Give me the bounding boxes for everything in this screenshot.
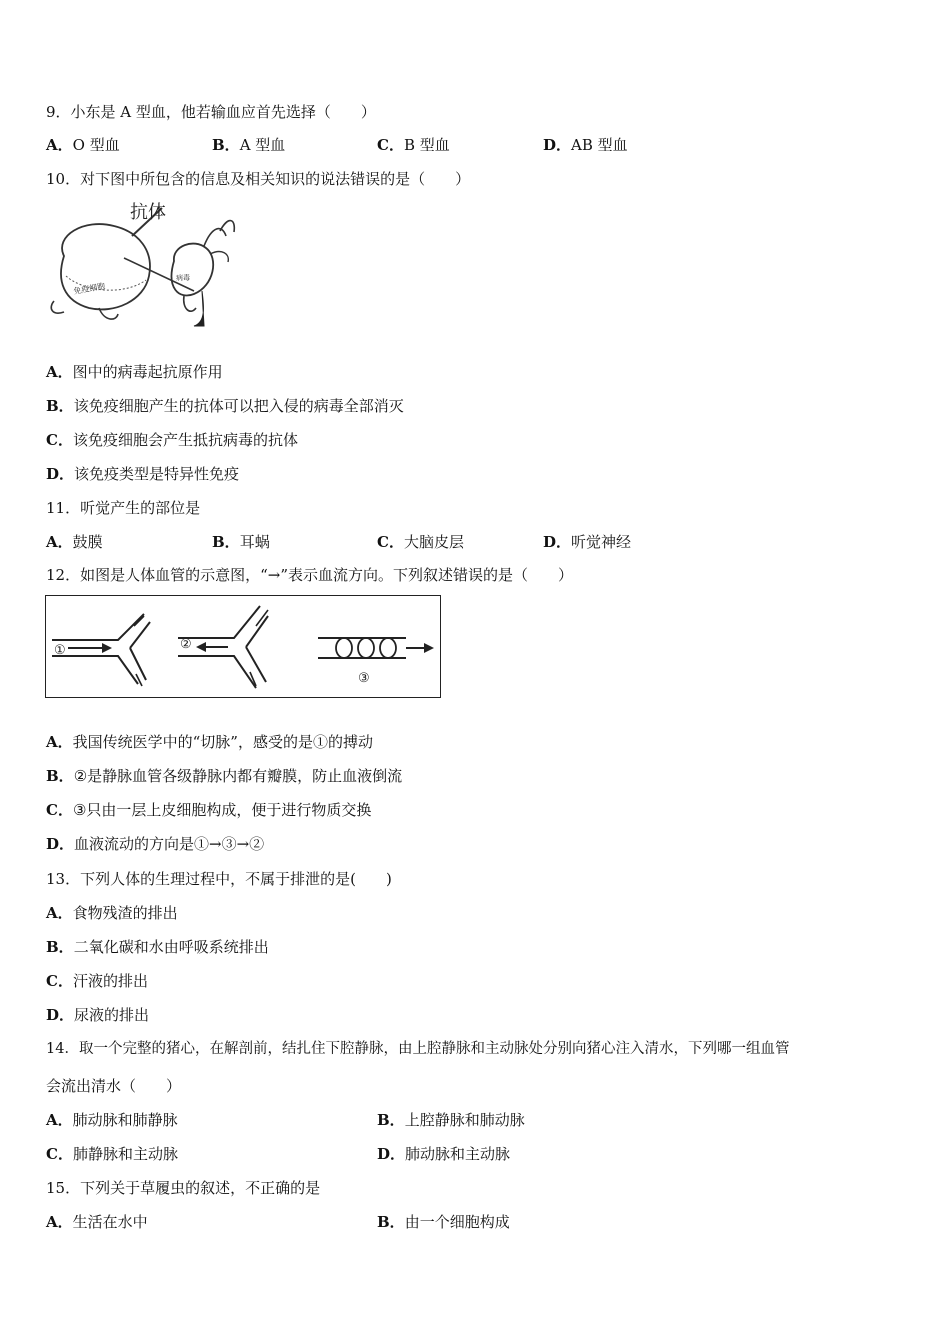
q11-option-c[interactable]: C．大脑皮层 (377, 533, 464, 551)
q15-option-a[interactable]: A．生活在水中 (46, 1213, 148, 1231)
q9-stem: 9．小东是 A 型血，他若输血应首先选择（ ） (46, 103, 376, 121)
q14-option-b[interactable]: B．上腔静脉和肺动脉 (377, 1111, 525, 1129)
q14-stem-line2: 会流出清水（ ） (46, 1077, 182, 1095)
immune-cell-shape (61, 224, 150, 309)
q11-stem: 11．听觉产生的部位是 (46, 499, 201, 517)
q13-option-c[interactable]: C．汗液的排出 (46, 972, 148, 990)
immune-cell-figure (44, 196, 240, 336)
q10-option-b[interactable]: B．该免疫细胞产生的抗体可以把入侵的病毒全部消灭 (46, 397, 404, 415)
q13-option-d[interactable]: D．尿液的排出 (46, 1006, 150, 1024)
vessel-2-label: ② (180, 637, 192, 652)
q15-stem: 15．下列关于草履虫的叙述，不正确的是 (46, 1179, 321, 1197)
blood-vessel-figure (45, 595, 441, 698)
q10-option-d[interactable]: D．该免疫类型是特异性免疫 (46, 465, 240, 483)
q9-option-c[interactable]: C．B 型血 (377, 136, 450, 154)
virus-label: 病毒 (176, 274, 190, 282)
q9-option-d[interactable]: D．AB 型血 (543, 136, 628, 154)
q11-option-a[interactable]: A．鼓膜 (46, 533, 103, 551)
antibody-label: 抗体 (130, 202, 166, 223)
q12-option-c[interactable]: C．③只由一层上皮细胞构成，便于进行物质交换 (46, 801, 372, 819)
q12-option-a[interactable]: A．我国传统医学中的“切脉”，感受的是①的搏动 (46, 733, 373, 751)
q10-stem: 10．对下图中所包含的信息及相关知识的说法错误的是（ ） (46, 170, 471, 188)
q11-option-d[interactable]: D．听觉神经 (543, 533, 632, 551)
vessel-1-label: ① (54, 643, 66, 658)
q9-option-b[interactable]: B．A 型血 (212, 136, 286, 154)
virus-shape (172, 244, 214, 296)
q12-stem: 12．如图是人体血管的示意图，“→”表示血流方向。下列叙述错误的是（ ） (46, 566, 573, 584)
q13-stem: 13．下列人体的生理过程中，不属于排泄的是( ) (46, 870, 392, 888)
q13-option-a[interactable]: A．食物残渣的排出 (46, 904, 178, 922)
q14-option-c[interactable]: C．肺静脉和主动脉 (46, 1145, 178, 1163)
q13-option-b[interactable]: B．二氧化碳和水由呼吸系统排出 (46, 938, 269, 956)
immune-cell-label: 免疫细胞 (72, 281, 106, 296)
vessel-1-artery (52, 614, 150, 686)
q12-option-b[interactable]: B．②是静脉血管各级静脉内都有瓣膜，防止血液倒流 (46, 767, 403, 785)
vessel-2-vein (178, 606, 268, 688)
q11-option-b[interactable]: B．耳蜗 (212, 533, 270, 551)
q9-option-a[interactable]: A．O 型血 (46, 136, 120, 154)
q15-option-b[interactable]: B．由一个细胞构成 (377, 1213, 510, 1231)
q14-option-d[interactable]: D．肺动脉和主动脉 (377, 1145, 511, 1163)
vessel-3-label: ③ (358, 671, 370, 686)
q10-option-c[interactable]: C．该免疫细胞会产生抵抗病毒的抗体 (46, 431, 298, 449)
q12-option-d[interactable]: D．血液流动的方向是①→③→② (46, 835, 265, 853)
q14-stem-line1: 14．取一个完整的猪心，在解剖前，结扎住下腔静脉，由上腔静脉和主动脉处分别向猪心注入清水，下列哪一组血管 (46, 1041, 790, 1057)
q10-option-a[interactable]: A．图中的病毒起抗原作用 (46, 363, 223, 381)
q14-option-a[interactable]: A．肺动脉和肺静脉 (46, 1111, 178, 1129)
vessel-3-capillary (318, 638, 434, 686)
